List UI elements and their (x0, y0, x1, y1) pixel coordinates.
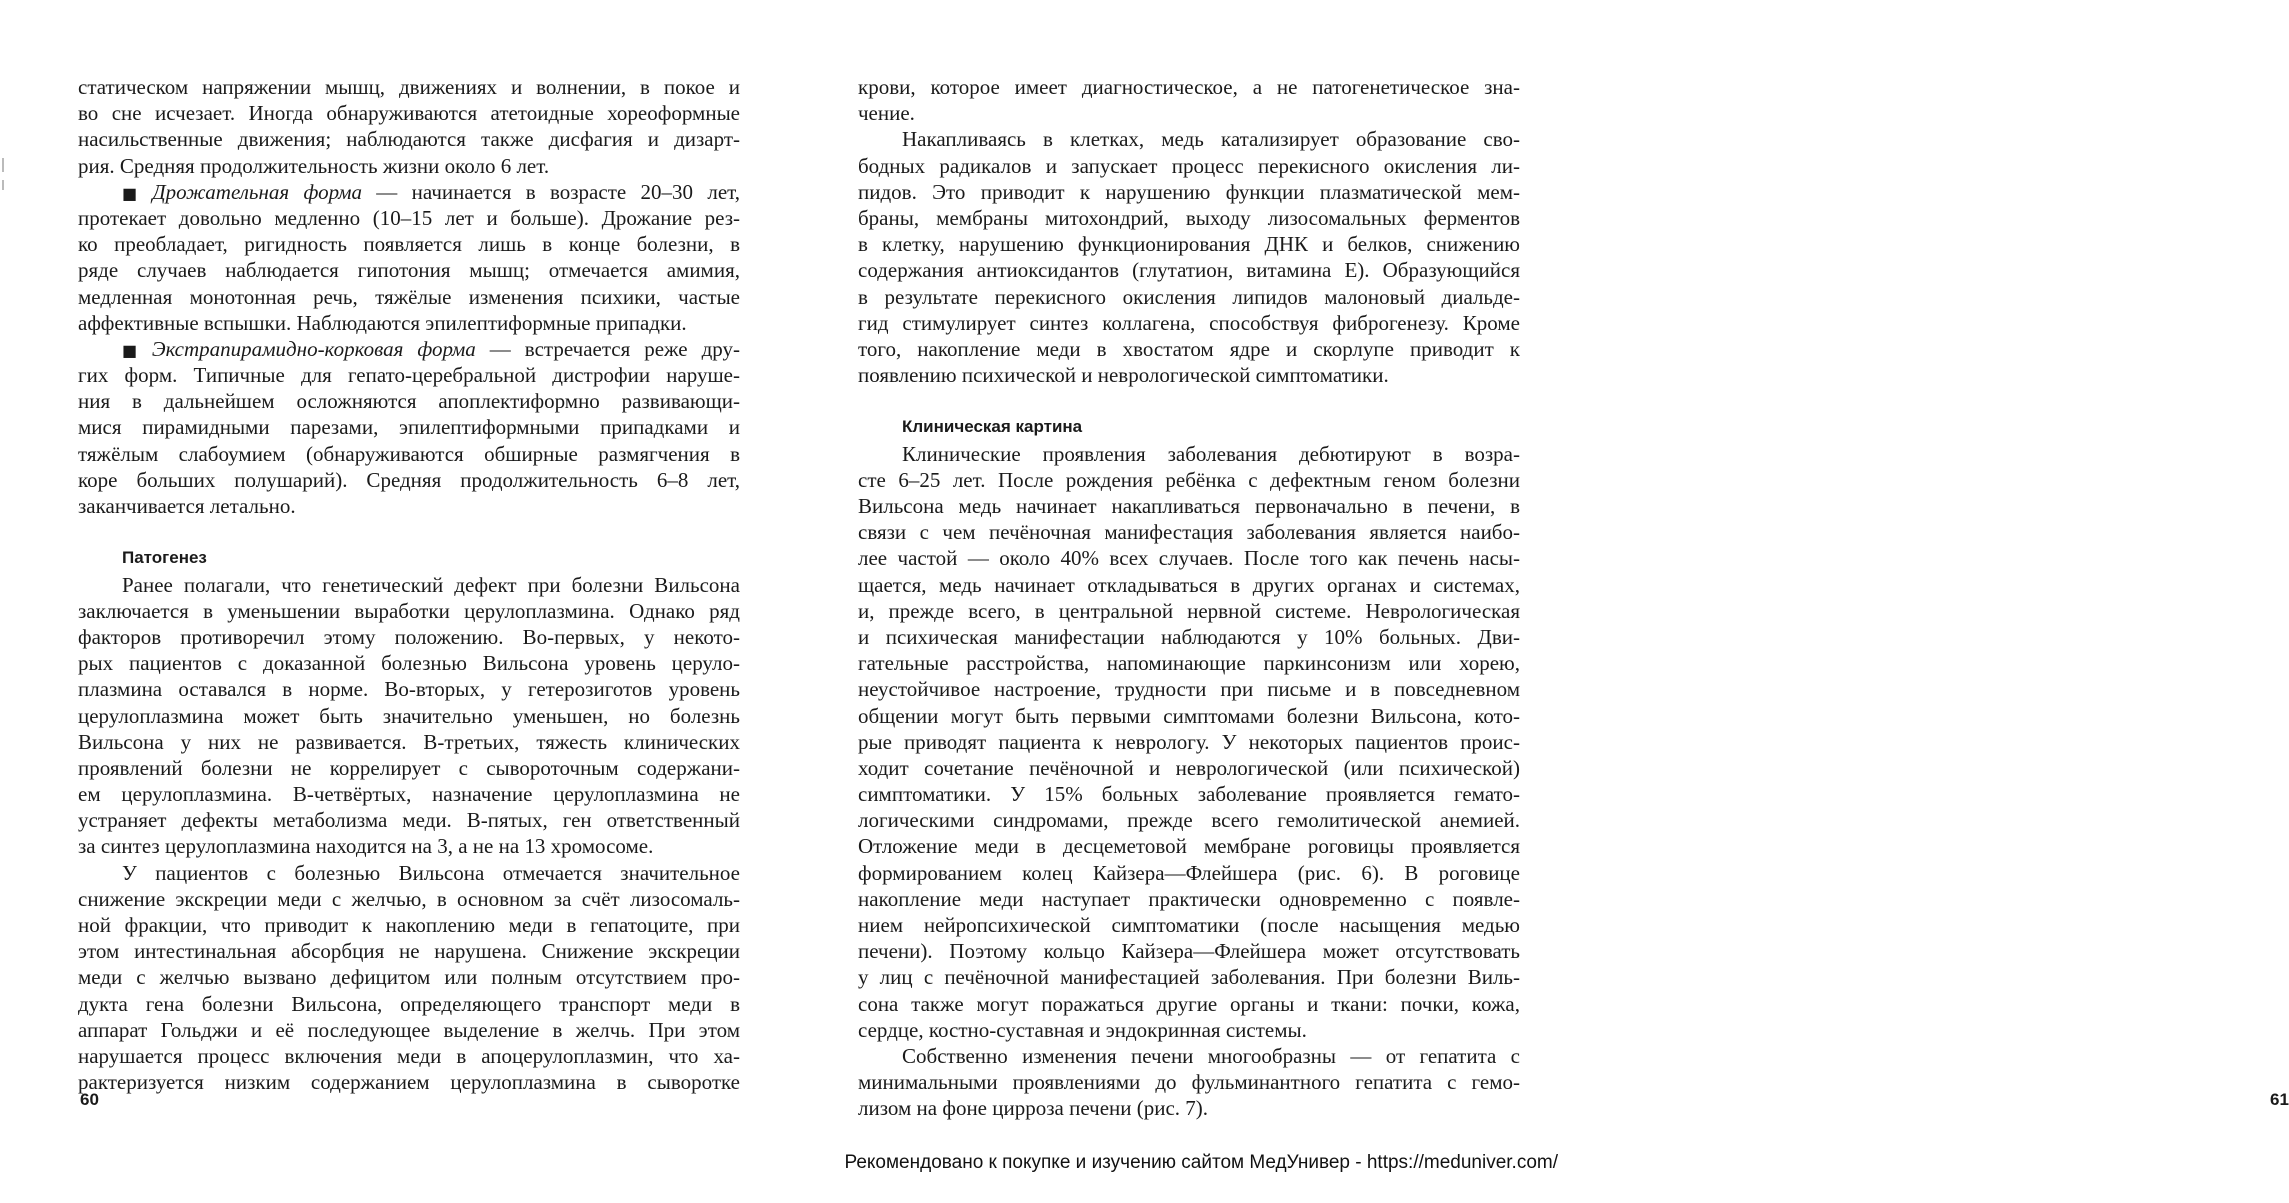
text-line (858, 205, 1520, 231)
line-text: факторов противоречил этому положению. Во-первых, у некото- (78, 624, 740, 649)
line-text: медленная монотонная речь, тяжёлые изменения психики, частые (78, 284, 740, 309)
text-line (858, 598, 1520, 624)
text-line (858, 703, 1520, 729)
footer-recommendation: Рекомендовано к покупке и изучению сайтом МедУнивер - https://meduniver.com/ (844, 1152, 1558, 1173)
line-text: ходит сочетание печёночной и неврологической (или психической) (858, 755, 1520, 780)
line-text: сте 6–25 лет. После рождения ребёнка с дефектным геном болезни (858, 467, 1520, 492)
line-text: общении могут быть первыми симптомами болезни Вильсона, кото- (858, 703, 1520, 728)
line-text: ной фракции, что приводит к накоплению меди в гепатоците, при (78, 913, 740, 937)
text-line (78, 624, 740, 650)
text-line (78, 231, 740, 257)
line-text: — встречается реже дру- (475, 336, 740, 361)
line-text: бодных радикалов и запускает процесс перекисного окисления ли- (858, 153, 1520, 178)
text-line (78, 310, 740, 336)
bullet-square-icon: ■ (122, 340, 146, 360)
text-line (78, 441, 740, 467)
text-line (78, 1043, 740, 1069)
text-line (858, 74, 1520, 100)
text-line (78, 991, 740, 1017)
text-line (78, 179, 740, 205)
line-text: Клиническая картина (902, 417, 1083, 437)
text-line (858, 729, 1520, 755)
text-line (858, 100, 1520, 126)
text-line (858, 493, 1520, 519)
line-text: заключается в уменьшении выработки церулоплазмина. Однако ряд (78, 598, 740, 623)
line-text: гательные расстройства, напоминающие паркинсонизм или хорею, (858, 651, 1520, 676)
text-line (858, 231, 1520, 257)
line-text: статическом напряжении мышц, движениях и волнении, в покое и (78, 75, 740, 99)
italic-term: Дрожательная форма (152, 179, 362, 204)
line-text: гид стимулирует синтез коллагена, способствуя фиброгенезу. Кроме (858, 310, 1520, 335)
line-text: лизом на фоне цирроза печени (рис. 7). (858, 1096, 1209, 1121)
line-text: формированием колец Кайзера—Флейшера (рис. 6). В роговице (858, 860, 1520, 885)
line-text: ко преобладает, ригидность появляется лишь в конце болезни, в (78, 232, 740, 257)
text-line (78, 938, 740, 964)
section-heading (78, 545, 740, 571)
text-line (78, 755, 740, 781)
text-line (858, 126, 1520, 152)
line-text: Отложение меди в десцеметовой мембране роговицы проявляется (858, 834, 1520, 859)
text-line (78, 362, 740, 388)
text-line (858, 441, 1520, 467)
text-line (858, 650, 1520, 676)
text-line (78, 650, 740, 676)
line-text: в клетку, нарушению функционирования ДНК и белков, снижению (858, 232, 1520, 257)
line-text: устраняет дефекты метаболизма меди. В-пятых, ген ответственный (78, 808, 740, 833)
line-text: неустойчивое настроение, трудности при письме и в повседневном (858, 677, 1520, 702)
text-line (78, 807, 740, 833)
left-page-text (78, 74, 740, 1095)
line-text: рых пациентов с доказанной болезнью Вильсона уровень церуло- (78, 651, 740, 676)
text-line (858, 991, 1520, 1017)
right-page-number: 61 (2270, 1090, 2289, 1109)
line-text: щается, медь начинает откладываться в других органах и системах, (858, 572, 1520, 597)
text-line (78, 886, 740, 912)
text-line (858, 833, 1520, 859)
right-page (800, 0, 2289, 1203)
line-text: ряде случаев наблюдается гипотония мышц; отмечается амимия, (78, 258, 740, 283)
line-text: Патогенез (122, 548, 207, 568)
line-text: Ранее полагали, что генетический дефект при болезни Вильсона (122, 572, 740, 597)
line-text: логическими синдромами, прежде всего гемолитической анемией. (858, 808, 1520, 833)
line-text: аффективные вспышки. Наблюдаются эпилептиформные припадки. (78, 310, 687, 335)
text-line (78, 833, 740, 859)
line-text: крови, которое имеет диагностическое, а не патогенетическое зна- (858, 75, 1520, 99)
text-line (78, 860, 740, 886)
line-text: гих форм. Типичные для гепато-церебральной дистрофии наруше- (78, 363, 740, 388)
line-text: проявлений болезни не коррелирует с сывороточным содержани- (78, 755, 740, 780)
line-text: у лиц с печёночной манифестацией заболевания. При болезни Виль- (858, 965, 1520, 990)
text-line (858, 257, 1520, 283)
text-line (858, 336, 1520, 362)
text-line (858, 310, 1520, 336)
line-text: Накапливаясь в клетках, медь катализирует образование сво- (902, 127, 1520, 152)
text-line (78, 467, 740, 493)
line-text: за синтез церулоплазмина находится на 3, а не на 13 хромосоме. (78, 834, 654, 859)
text-line (78, 781, 740, 807)
line-text: минимальными проявлениями до фульминантного гепатита с гемо- (858, 1070, 1520, 1095)
text-line (858, 519, 1520, 545)
line-text: коре больших полушарий). Средняя продолжительность 6–8 лет, (78, 467, 740, 492)
line-text: накопление меди наступает практически одновременно с появле- (858, 886, 1520, 911)
line-text: ем церулоплазмина. В-четвёртых, назначение церулоплазмина не (78, 782, 740, 807)
line-text: плазмина оставался в норме. Во-вторых, у гетерозиготов уровень (78, 677, 740, 702)
line-text: и психическая манифестации наблюдаются у 10% больных. Дви- (858, 624, 1520, 649)
text-line (78, 284, 740, 310)
line-text: — начинается в возрасте 20–30 лет, (361, 179, 740, 204)
text-line (78, 74, 740, 100)
line-text: заканчивается летально. (78, 494, 296, 518)
line-text: Вильсона медь начинает накапливаться первоначально в печени, в (858, 494, 1520, 518)
text-line (78, 153, 740, 179)
line-text: и, прежде всего, в центральной нервной системе. Неврологическая (858, 598, 1520, 623)
line-text: протекает довольно медленно (10–15 лет и больше). Дрожание рез- (78, 205, 740, 230)
text-line (858, 467, 1520, 493)
line-text: браны, мембраны митохондрий, выходу лизосомальных ферментов (858, 205, 1520, 230)
text-line (858, 1017, 1520, 1043)
text-line (78, 964, 740, 990)
paragraph-gap (78, 519, 740, 545)
text-line (78, 703, 740, 729)
italic-term: Экстрапирамидно-корковая форма (151, 336, 476, 361)
line-text: сердце, костно-суставная и эндокринная системы. (858, 1017, 1307, 1042)
line-text: симптоматики. У 15% больных заболевание проявляется гемато- (858, 782, 1520, 807)
right-page-text (858, 74, 1520, 1122)
bullet-square-icon: ■ (122, 183, 147, 203)
line-text: ния в дальнейшем осложняются апоплектиформно развивающи- (78, 389, 740, 414)
text-line (858, 938, 1520, 964)
line-text: Клинические проявления заболевания дебютируют в возра- (902, 441, 1520, 466)
text-line (78, 336, 740, 362)
text-line (858, 624, 1520, 650)
text-line (78, 205, 740, 231)
text-line (78, 126, 740, 152)
text-line (858, 179, 1520, 205)
line-text: дукта гена болезни Вильсона, определяющего транспорт меди в (78, 991, 740, 1016)
line-text: этом интестинальная абсорбция не нарушена. Снижение экскреции (78, 939, 740, 964)
left-page-number: 60 (80, 1090, 99, 1109)
text-line (858, 781, 1520, 807)
text-line (858, 886, 1520, 912)
line-text: рые приводят пациента к неврологу. У некоторых пациентов проис- (858, 729, 1520, 754)
text-line (78, 414, 740, 440)
line-text: Вильсона у них не развивается. В-третьих, тяжесть клинических (78, 729, 740, 754)
line-text: во сне исчезает. Иногда обнаруживаются атетоидные хореоформные (78, 101, 740, 126)
text-line (858, 860, 1520, 886)
line-text: Собственно изменения печени многообразны — от гепатита с (902, 1043, 1520, 1068)
line-text: чение. (858, 101, 915, 126)
scan-edge-mark (2, 158, 4, 172)
text-line (858, 912, 1520, 938)
line-text: связи с чем печёночная манифестация заболевания является наибо- (858, 520, 1520, 545)
line-text: насильственные движения; наблюдаются также дисфагия и дизарт- (78, 127, 740, 152)
text-line (858, 572, 1520, 598)
paragraph-gap (858, 388, 1520, 414)
text-line (858, 1069, 1520, 1095)
line-text: рактеризуется низким содержанием церулоплазмина в сыворотке (78, 1070, 740, 1095)
line-text: того, накопление меди в хвостатом ядре и скорлупе приводит к (858, 336, 1520, 361)
text-line (858, 1043, 1520, 1069)
line-text: тяжёлым слабоумием (обнаруживаются обширные размягчения в (78, 441, 740, 466)
line-text: появлению психической и неврологической симптоматики. (858, 363, 1389, 388)
text-line (78, 676, 740, 702)
line-text: сона также могут поражаться другие органы и ткани: почки, кожа, (858, 991, 1520, 1016)
left-page (0, 0, 800, 1203)
line-text: церулоплазмина может быть значительно уменьшен, но болезнь (78, 703, 740, 728)
text-line (858, 284, 1520, 310)
text-line (78, 912, 740, 938)
text-line (78, 1069, 740, 1095)
text-line (78, 257, 740, 283)
text-line (858, 755, 1520, 781)
text-line (78, 493, 740, 519)
line-text: лее частой — около 40% всех случаев. После того как печень насы- (858, 546, 1520, 571)
text-line (858, 545, 1520, 571)
scan-edge-mark (2, 180, 4, 190)
text-line (858, 362, 1520, 388)
text-line (858, 964, 1520, 990)
text-line (78, 572, 740, 598)
text-line (78, 100, 740, 126)
section-heading (858, 414, 1520, 440)
line-text: меди с желчью вызвано дефицитом или полным отсутствием про- (78, 965, 740, 990)
text-line (858, 676, 1520, 702)
line-text: нарушается процесс включения меди в апоцерулоплазмин, что ха- (78, 1043, 740, 1068)
text-line (858, 1095, 1520, 1121)
line-text: печени). Поэтому кольцо Кайзера—Флейшера может отсутствовать (858, 939, 1520, 964)
text-line (78, 1017, 740, 1043)
line-text: аппарат Гольджи и её последующее выделение в желчь. При этом (78, 1017, 740, 1042)
text-line (858, 153, 1520, 179)
line-text: пидов. Это приводит к нарушению функции плазматической мем- (858, 179, 1520, 204)
text-line (858, 807, 1520, 833)
text-line (78, 388, 740, 414)
line-text: мися пирамидными парезами, эпилептиформными припадками и (78, 415, 740, 440)
line-text: У пациентов с болезнью Вильсона отмечается значительное (122, 860, 740, 885)
line-text: в результате перекисного окисления липидов малоновый диальде- (858, 284, 1520, 309)
line-text: снижение экскреции меди с желчью, в основном за счёт лизосомаль- (78, 886, 740, 911)
line-text: нием нейропсихической симптоматики (после насыщения медью (858, 913, 1520, 937)
text-line (78, 598, 740, 624)
line-text: рия. Средняя продолжительность жизни около 6 лет. (78, 153, 550, 178)
text-line (78, 729, 740, 755)
line-text: содержания антиоксидантов (глутатион, витамина Е). Образующийся (858, 258, 1520, 283)
